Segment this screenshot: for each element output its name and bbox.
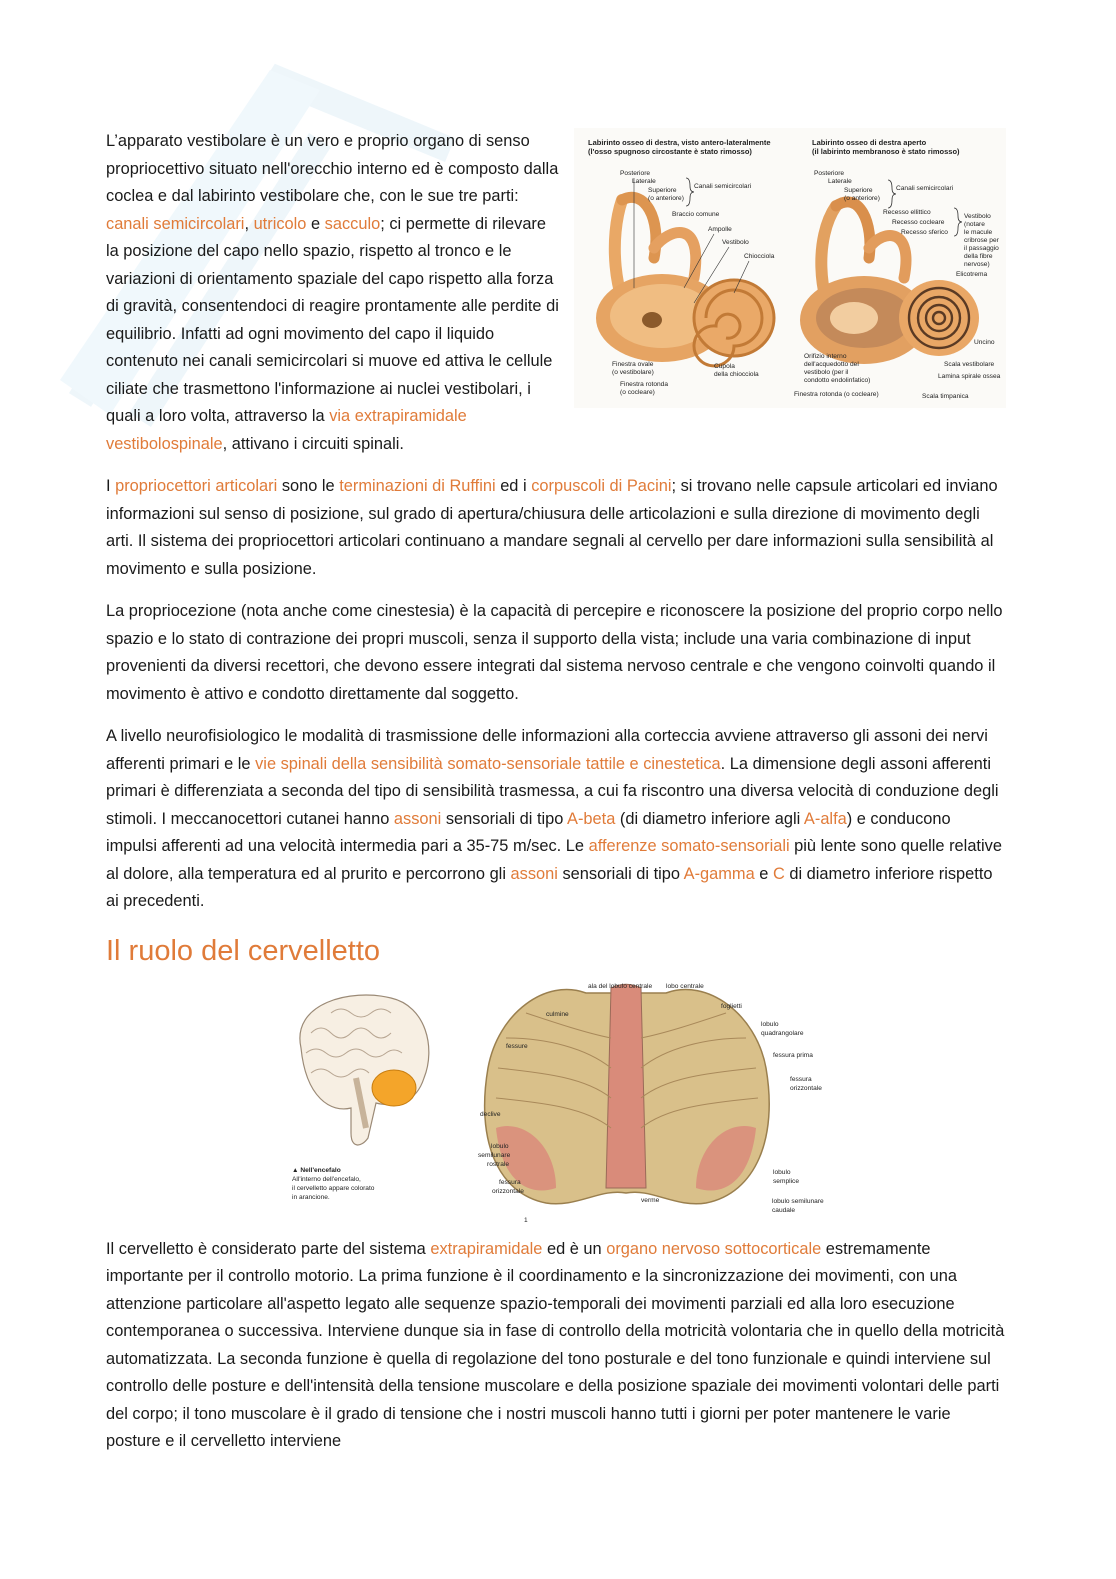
lbl-r-canali: Canali semicircolari — [896, 185, 954, 192]
caption-title: ▲ Nell'encefalo — [292, 1166, 341, 1174]
p4-text-2: . La dimensione degli assoni afferenti primari è differenziata a seconda del tipo di sensibilità trasmessa, a cui fa riscontro una diversa velocità di conduzione degli stimoli. I meccanocettori cutanei hanno — [106, 754, 999, 828]
p2-text-1: I — [106, 477, 116, 495]
lbl-lob-semil-3: rostrale — [487, 1160, 509, 1168]
p4-text-5: ) e conducono impulsi afferenti ad una velocità intermedia pari a 35-75 m/sec. Le — [106, 809, 951, 855]
lbl-lobulo-q-1: lobulo — [761, 1020, 779, 1028]
lbl-culmine: culmine — [546, 1010, 569, 1018]
cerebellum-drawing — [485, 984, 770, 1204]
p5-text-1: Il cervelletto è considerato parte del sistema — [106, 1239, 431, 1258]
link-afferenze-somato-sensoriali[interactable]: afferenze somato-sensoriali — [588, 837, 790, 855]
section-heading-cervelletto: Il ruolo del cervelletto — [106, 934, 381, 967]
link-c[interactable]: C — [772, 864, 785, 883]
lbl-r-recesso-sferico: Recesso sferico — [901, 229, 948, 236]
lbl-canali: Canali semicircolari — [694, 183, 752, 190]
p5-text-2: ed è un — [542, 1239, 607, 1258]
lbl-fessura-orizz-1: fessura — [790, 1075, 812, 1083]
link-a-alfa[interactable]: A-alfa — [803, 809, 847, 828]
fig-left-title-2: (l'osso spugnoso circostante è stato rimosso) — [588, 147, 752, 156]
lbl-r-recesso-ellittico: Recesso ellittico — [883, 209, 931, 216]
p2-text-3: ed i — [495, 477, 532, 495]
lbl-r-elicotrema: Elicotrema — [956, 271, 988, 278]
lbl-r-cribrose: cribrose per — [964, 237, 999, 244]
lbl-superiore: Superiore — [648, 187, 677, 194]
link-corpuscoli-pacini[interactable]: corpuscoli di Pacini — [531, 477, 672, 495]
caption-line-2: il cervelletto appare colorato — [292, 1184, 375, 1192]
p5-text-3: estremamente importante per il controllo motorio. La prima funzione è il coordinamento e la sincronizzazione dei movimenti, con una attenzione particolare all'aspetto legato alle sequenze spazio-temporali dei movimenti parziali ed alla loro esecuzione contemporanea o successiva. Interviene dunque sia in fase di controllo della motricità volontaria che in quello della motricità automatizzata. La seconda funzione è quella di regolazione del tono posturale e del tono funzionale e quindi interviene sul controllo delle posture e dell'intensità della tensione muscolare e della posizione spaziale dei movimenti volontari delle parti del corpo; il tono muscolare è il grado di tensione che i nostri muscoli hanno tutti i giorni per poter mantenere le varie posture e il cervelletto interviene — [106, 1239, 1005, 1450]
lbl-r-vestibolo: Vestibolo — [964, 213, 991, 220]
lbl-declive: declive — [480, 1110, 501, 1118]
lbl-fessura-orizz-2: orizzontale — [790, 1084, 822, 1092]
p4-text-1: A livello neurofisiologico le modalità di trasmissione delle informazioni alla corteccia avviene attraverso gli assoni dei nervi afferenti primari e le — [106, 727, 988, 773]
lbl-ala: ala del lobulo centrale — [588, 982, 653, 990]
document-content — [106, 128, 1006, 1471]
link-via-extrapiramidale[interactable]: via extrapiramidale vestibolospinale — [106, 407, 467, 453]
p1-text-2: , — [244, 214, 254, 233]
lbl-lob-semil-caud-1: lobulo semilunare — [772, 1197, 824, 1205]
lbl-posteriore: Posteriore — [620, 170, 651, 177]
caption-line-1: All'interno dell'encefalo, — [292, 1175, 361, 1183]
lbl-r-posteriore: Posteriore — [814, 170, 845, 177]
lbl-della-chiocciola: della chiocciola — [714, 371, 759, 378]
lbl-r-laterale: Laterale — [828, 178, 852, 185]
lbl-r-lamina: Lamina spirale ossea — [938, 373, 1001, 380]
lbl-verme: verme — [641, 1196, 660, 1204]
fig-right-title-1: Labirinto osseo di destra aperto — [812, 138, 927, 147]
figure-number: 1 — [524, 1216, 528, 1224]
lbl-fessure: fessure — [506, 1042, 528, 1050]
lbl-r-della-fibre: della fibre — [964, 253, 993, 260]
link-terminazioni-ruffini[interactable]: terminazioni di Ruffini — [339, 477, 496, 495]
link-sacculo[interactable]: sacculo — [324, 214, 381, 233]
p2-text-4: ; si trovano nelle capsule articolari ed inviano informazioni sul senso di posizione, sul grado di apertura/chiusura delle articolazioni e sulla direzione di movimento degli arti. Il sistema dei propriocettori articolari continuano a mandare segnali al cervello per dare informazioni sulla sensibilità al movimento e sulla posizione. — [106, 477, 998, 578]
p1-text-1: L’apparato vestibolare è un vero e proprio organo di senso propriocettivo situato nell'orecchio interno ed è composto dalla coclea e dal labirinto vestibolare che, con le sue tre parti: — [106, 132, 559, 205]
lbl-r-condotto: condotto endolinfatico) — [804, 377, 871, 384]
lbl-lob-semil-2: semilunare — [478, 1151, 511, 1159]
lbl-lobo-centrale: lobo centrale — [666, 982, 704, 990]
lbl-r-scala-vestibolare: Scala vestibolare — [944, 361, 995, 368]
link-assoni[interactable]: assoni — [393, 809, 442, 828]
lbl-r-il-passaggio: il passaggio — [964, 245, 999, 252]
lbl-finestra-rotonda: Finestra rotonda — [620, 381, 669, 388]
p4-text-8: e — [754, 864, 773, 883]
lbl-fessura-l-2: orizzontale — [492, 1187, 524, 1195]
link-canali-semicircolari[interactable]: canali semicircolari — [106, 214, 245, 233]
link-utricolo[interactable]: utricolo — [253, 214, 307, 233]
figure-labyrinth — [574, 128, 1006, 408]
p4-text-4: (di diametro inferiore agli — [615, 809, 804, 828]
link-assoni-2[interactable]: assoni — [510, 864, 558, 883]
lbl-anteriore: (o anteriore) — [648, 195, 684, 202]
paragraph-propriocettori — [106, 473, 1006, 583]
lbl-r-anteriore: (o anteriore) — [844, 195, 880, 202]
figure-cerebellum — [106, 978, 1006, 1226]
lbl-r-scala-timpanica: Scala timpanica — [922, 393, 969, 400]
lbl-r-acquedotto: dell'acquedotto del — [804, 361, 859, 368]
lbl-fessura-prima: fessura prima — [773, 1051, 813, 1059]
paragraph-propriocezione: La propriocezione (nota anche come cinestesia) è la capacità di percepire e riconoscere la posizione del proprio corpo nello spazio e lo stato di contrazione dei propri muscoli, senza il supporto della vista; include una varia combinazione di input provenienti da diversi recettori, che devono essere integrati dal sistema nervoso centrale e che vengono coinvolti quando il movimento è attivo e condotto direttamente dal soggetto. — [106, 602, 1003, 703]
p1-text-3: e — [306, 214, 325, 233]
lbl-vestibolo: Vestibolo — [722, 239, 749, 246]
p1-text-4: ; ci permette di rilevare la posizione del capo nello spazio, rispetto al tronco e le variazioni di orientamento spaziale del capo rispetto alla forza di gravità, consentendoci di reagire prontamente alle perdite di equilibrio. Infatti ad ogni movimento del capo il liquido contenuto nei canali semicircolari si muove ed attiva le cellule ciliate che trasmettono l'informazione ai nuclei vestibolari, i quali a loro volta, attraverso la — [106, 214, 559, 425]
lbl-o-cocleare: (o cocleare) — [620, 389, 655, 396]
paragraph-cervelletto — [106, 1236, 1006, 1456]
p4-text-7: sensoriali di tipo — [557, 864, 684, 883]
link-propriocettori-articolari[interactable]: propriocettori articolari — [115, 477, 278, 495]
lbl-lobulo-s-1: lobulo — [773, 1168, 791, 1176]
brain-drawing — [300, 995, 429, 1145]
link-extrapiramidale[interactable]: extrapiramidale — [430, 1239, 543, 1258]
p2-text-2: sono le — [277, 477, 340, 495]
lbl-lobulo-q-2: quadrangolare — [761, 1029, 804, 1037]
lbl-chiocciola: Chiocciola — [744, 253, 775, 260]
lbl-r-recesso-cocleare: Recesso cocleare — [892, 219, 945, 226]
caption-line-3: in arancione. — [292, 1193, 330, 1201]
labyrinth-illustration — [574, 128, 1006, 408]
lbl-r-notare: (notare — [964, 221, 985, 228]
lbl-lob-semil-1: lobulo — [491, 1142, 509, 1150]
lbl-r-le-macule: le macule — [964, 229, 993, 236]
p4-text-6: più lente sono quelle relative al dolore, alla temperatura ed al prurito e percorrono gli — [106, 837, 1002, 883]
lbl-ampolle: Ampolle — [708, 226, 732, 233]
lbl-o-vestibolare: (o vestibolare) — [612, 369, 654, 376]
lbl-foglietti: foglietti — [721, 1002, 742, 1010]
lbl-laterale: Laterale — [632, 178, 656, 185]
lbl-cupola: Cupola — [714, 363, 735, 370]
lbl-lob-semil-caud-2: caudale — [772, 1206, 796, 1214]
lbl-r-superiore: Superiore — [844, 187, 873, 194]
lbl-r-vestibolo2: vestibolo (per il — [804, 369, 849, 376]
p1-text-5: , attivano i circuiti spinali. — [222, 434, 404, 453]
fig-left-title-1: Labirinto osseo di destra, visto antero-lateralmente — [588, 138, 771, 147]
fig-right-title-2: (il labirinto membranoso è stato rimosso) — [812, 147, 960, 156]
lbl-r-finestra-rotonda: Finestra rotonda (o cocleare) — [794, 391, 879, 398]
link-a-beta[interactable]: A-beta — [567, 809, 616, 828]
lbl-r-orifizio: Orifizio interno — [804, 353, 847, 360]
lbl-r-uncino: Uncino — [974, 339, 995, 346]
lbl-fessura-l-1: fessura — [499, 1178, 521, 1186]
lbl-lobulo-s-2: semplice — [773, 1177, 800, 1185]
link-a-gamma[interactable]: A-gamma — [683, 864, 755, 883]
link-organo-nervoso-sottocorticale[interactable]: organo nervoso sottocorticale — [606, 1239, 822, 1258]
lbl-finestra-ovale: Finestra ovale — [612, 361, 654, 368]
lbl-r-nervose: nervose) — [964, 261, 990, 268]
p4-text-3: sensoriali di tipo — [441, 809, 568, 828]
link-vie-spinali[interactable]: vie spinali della sensibilità somato-sensoriale tattile e cinestetica — [255, 754, 721, 773]
paragraph-neurofisiologico — [106, 723, 1006, 916]
cerebellum-illustration — [106, 978, 1006, 1226]
p4-text-9: di diametro inferiore rispetto ai precedenti. — [106, 864, 993, 910]
lbl-braccio: Braccio comune — [672, 211, 720, 218]
